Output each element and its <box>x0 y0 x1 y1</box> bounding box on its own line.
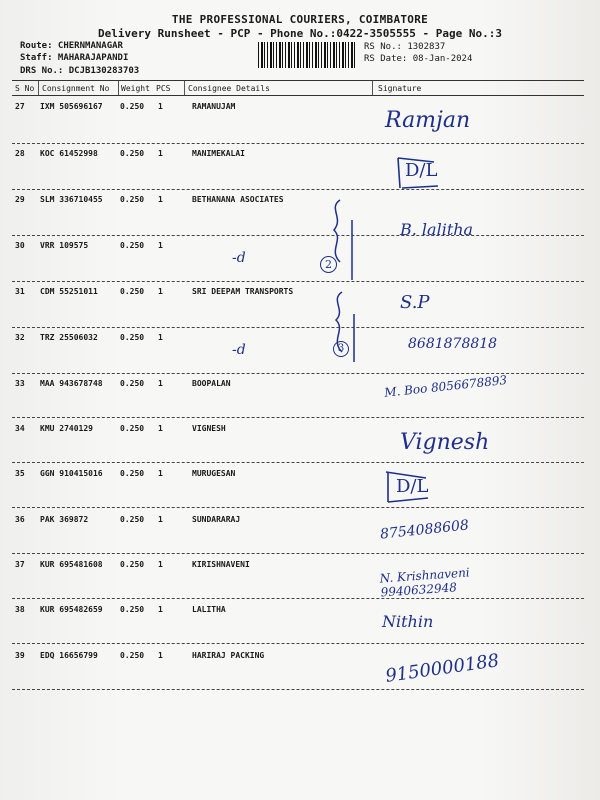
row-consignee: MURUGESAN <box>192 469 236 478</box>
row-divider <box>12 462 584 463</box>
col-consignment: Consignment No <box>42 84 110 93</box>
row-consignee: BETHANANA ASOCIATES <box>192 195 284 204</box>
row-consignment: KOC 61452998 <box>40 149 98 158</box>
row-divider <box>12 643 584 644</box>
col-consignee: Consignee Details <box>188 84 270 93</box>
header-bottom-rule <box>12 95 584 96</box>
row32-mark: -d <box>232 342 246 358</box>
row32-circle: 3 <box>333 341 349 357</box>
row-pcs: 1 <box>158 469 163 478</box>
row-consignment: MAA 943678748 <box>40 379 103 388</box>
signature-handwritten: 8754088608 <box>379 517 470 543</box>
row-consignment: KUR 695481608 <box>40 560 103 569</box>
col-divider <box>184 81 185 95</box>
row-pcs: 1 <box>158 515 163 524</box>
row-weight: 0.250 <box>120 515 145 524</box>
table-row <box>12 424 584 470</box>
row-sno: 33 <box>15 379 25 388</box>
row-pcs: 1 <box>158 149 163 158</box>
staff-label: Staff: MAHARAJAPANDI <box>20 53 129 63</box>
rs-date: RS Date: 08-Jan-2024 <box>364 54 473 64</box>
signature-handwritten: Nithin <box>382 612 434 631</box>
row-weight: 0.250 <box>120 651 145 660</box>
row-consignment: KMU 2740129 <box>40 424 93 433</box>
col-sno: S No <box>15 84 35 93</box>
signature-handwritten: B. lalitha <box>400 220 474 239</box>
row-divider <box>12 417 584 418</box>
row-consignment: IXM 505696167 <box>40 102 103 111</box>
row-pcs: 1 <box>158 102 163 111</box>
col-divider <box>372 81 373 95</box>
row-divider <box>12 189 584 190</box>
row-weight: 0.250 <box>120 333 145 342</box>
col-weight: Weight <box>121 84 150 93</box>
brace-mark <box>332 292 333 293</box>
row-pcs: 1 <box>158 424 163 433</box>
row-consignment: PAK 369872 <box>40 515 89 524</box>
row-consignee: VIGNESH <box>192 424 226 433</box>
row-weight: 0.250 <box>120 287 145 296</box>
row-consignee: RAMANUJAM <box>192 102 236 111</box>
row-sno: 32 <box>15 333 25 342</box>
table-row <box>12 515 584 561</box>
signature-handwritten: D/L <box>405 160 438 181</box>
row-consignment: SLM 336710455 <box>40 195 103 204</box>
table-row <box>12 469 584 515</box>
company-title: THE PROFESSIONAL COURIERS, COIMBATORE <box>171 13 429 26</box>
row-consignee: BOOPALAN <box>192 379 231 388</box>
rs-number: RS No.: 1302837 <box>364 42 446 52</box>
route-label: Route: CHERNMANAGAR <box>20 41 123 51</box>
col-signature: Signature <box>378 84 422 93</box>
row-consignee: KIRISHNAVENI <box>192 560 250 569</box>
row-sno: 37 <box>15 560 25 569</box>
row-sno: 34 <box>15 424 25 433</box>
signature-handwritten: M. Boo 8056678893 <box>383 372 508 400</box>
row-consignment: KUR 695482659 <box>40 605 103 614</box>
row-consignee: LALITHA <box>192 605 226 614</box>
row-sno: 27 <box>15 102 25 111</box>
row-sno: 36 <box>15 515 25 524</box>
row-pcs: 1 <box>158 605 163 614</box>
row30-circle: 2 <box>320 256 337 273</box>
signature-handwritten: Ramjan <box>385 108 471 133</box>
row-pcs: 1 <box>158 651 163 660</box>
header-top-rule <box>12 80 584 81</box>
row-consignment: EDQ 16656799 <box>40 651 98 660</box>
row-pcs: 1 <box>158 241 163 250</box>
row-consignment: VRR 109575 <box>40 241 89 250</box>
row-sno: 39 <box>15 651 25 660</box>
row-consignee: MANIMEKALAI <box>192 149 245 158</box>
row-divider <box>12 507 584 508</box>
row-sno: 35 <box>15 469 25 478</box>
col-divider <box>118 81 119 95</box>
row-consignment: GGN 910415016 <box>40 469 103 478</box>
row-consignment: TRZ 25506032 <box>40 333 98 342</box>
row-consignee: HARIRAJ PACKING <box>192 651 265 660</box>
runsheet-subtitle: Delivery Runsheet - PCP - Phone No.:0422-3505555 - Page No.:3 <box>98 27 502 40</box>
row-pcs: 1 <box>158 287 163 296</box>
row-weight: 0.250 <box>120 379 145 388</box>
row-consignee: SUNDARARAJ <box>192 515 241 524</box>
row-consignment: CDM 55251011 <box>40 287 98 296</box>
row-sno: 38 <box>15 605 25 614</box>
row-divider <box>12 235 584 236</box>
signature-handwritten: Vignesh <box>400 430 490 455</box>
row-weight: 0.250 <box>120 424 145 433</box>
row-divider <box>12 598 584 599</box>
signature-handwritten: N. Krishnaveni 9940632948 <box>379 565 471 600</box>
row-pcs: 1 <box>158 333 163 342</box>
row-weight: 0.250 <box>120 241 145 250</box>
row-weight: 0.250 <box>120 560 145 569</box>
row-pcs: 1 <box>158 195 163 204</box>
drs-label: DRS No.: DCJB130283703 <box>20 66 140 76</box>
barcode <box>258 42 356 68</box>
row-sno: 28 <box>15 149 25 158</box>
table-row <box>12 605 584 651</box>
row-weight: 0.250 <box>120 195 145 204</box>
row-weight: 0.250 <box>120 469 145 478</box>
row-divider <box>12 281 584 282</box>
table-row <box>12 102 584 148</box>
signature-handwritten: S.P <box>400 292 430 313</box>
row-sno: 30 <box>15 241 25 250</box>
signature-handwritten: 8681878818 <box>408 336 498 352</box>
row-sno: 31 <box>15 287 25 296</box>
dl-bracket-mark <box>386 472 387 473</box>
row-consignee: SRI DEEPAM TRANSPORTS <box>192 287 294 296</box>
row-divider <box>12 689 584 690</box>
row-weight: 0.250 <box>120 149 145 158</box>
row30-mark: -d <box>232 250 246 266</box>
signature-handwritten: D/L <box>396 476 429 497</box>
brace-mark <box>330 200 331 201</box>
dl-bracket-mark <box>398 158 399 159</box>
row-divider <box>12 327 584 328</box>
row-sno: 29 <box>15 195 25 204</box>
row-weight: 0.250 <box>120 102 145 111</box>
col-divider <box>38 81 39 95</box>
signature-handwritten: 9150000188 <box>384 650 501 687</box>
row-weight: 0.250 <box>120 605 145 614</box>
row-divider <box>12 553 584 554</box>
row-pcs: 1 <box>158 379 163 388</box>
row-pcs: 1 <box>158 560 163 569</box>
col-pcs: PCS <box>156 84 171 93</box>
row-divider <box>12 143 584 144</box>
